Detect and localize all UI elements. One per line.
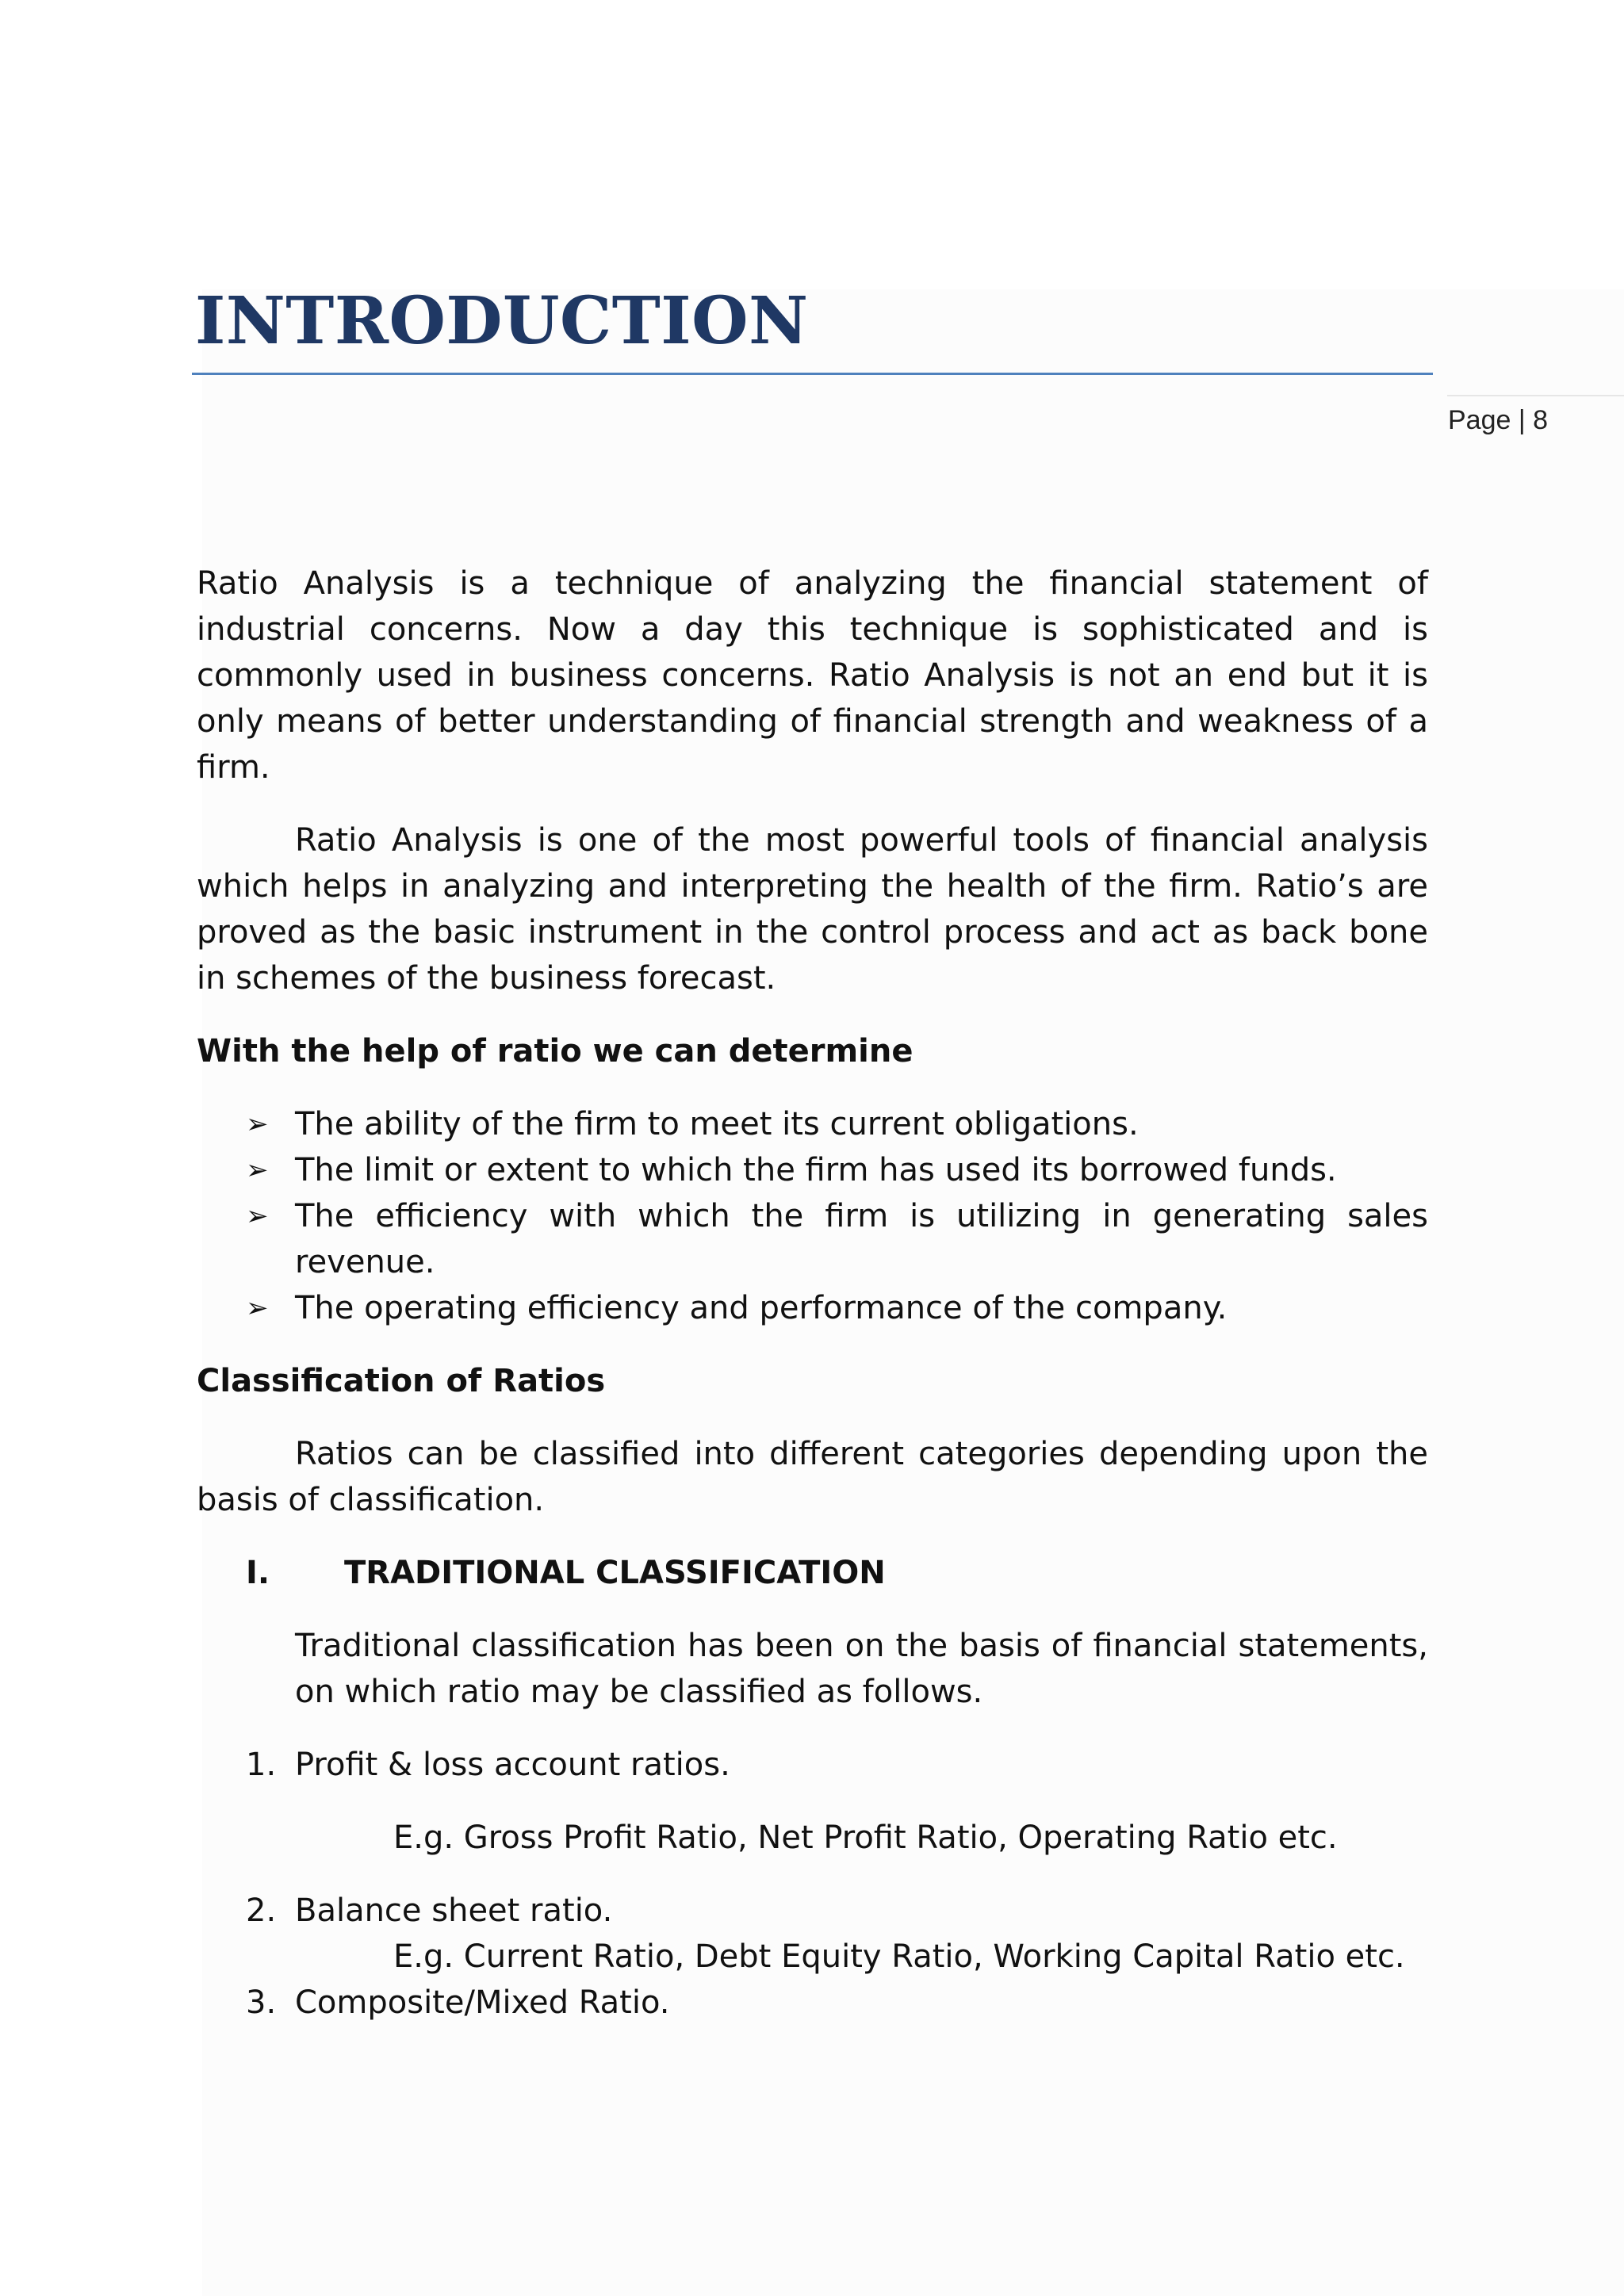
list-item-text: The ability of the firm to meet its current obligations. (295, 1106, 1139, 1142)
item-number: 3. (246, 1984, 277, 2021)
ratio-tools-paragraph: Ratio Analysis is one of the most powerful tools of financial analysis which helps in analyzing and interpreting the health of the firm. Ratio’s are proved as the basic instrument in the control process and act as back bone in schemes of the business forecast. (197, 822, 1428, 997)
arrow-bullet-icon: ➢ (246, 1108, 269, 1140)
list-item (197, 1285, 1428, 1331)
list-item (197, 1193, 1428, 1285)
arrow-bullet-icon: ➢ (246, 1154, 269, 1186)
item-label: Profit & loss account ratios. (295, 1747, 730, 1783)
item-number: 1. (246, 1747, 277, 1783)
example-balance-sheet: E.g. Current Ratio, Debt Equity Ratio, Working Capital Ratio etc. (393, 1938, 1405, 1975)
page-number: Page | 8 (1448, 405, 1549, 435)
classification-heading: Classification of Ratios (197, 1363, 606, 1399)
example-profit-loss: E.g. Gross Profit Ratio, Net Profit Ratio, Operating Ratio etc. (393, 1820, 1338, 1856)
title-underline (192, 373, 1433, 375)
traditional-heading-text: TRADITIONAL CLASSIFICATION (344, 1555, 886, 1591)
item-number: 2. (246, 1892, 277, 1929)
traditional-classification-paragraph: Traditional classification has been on the basis of financial statements, on which ratio may be classified as follows. (295, 1628, 1428, 1710)
item-label: Composite/Mixed Ratio. (295, 1984, 670, 2021)
list-item (197, 1147, 1428, 1193)
document-body (197, 561, 1428, 2026)
classification-paragraph: Ratios can be classified into different categories depending upon the basis of classification. (197, 1436, 1428, 1518)
list-item-text: The efficiency with which the firm is utilizing in generating sales revenue. (295, 1198, 1428, 1280)
list-item-text: The operating efficiency and performance of the company. (295, 1290, 1228, 1326)
roman-numeral: I. (246, 1555, 270, 1591)
item-label: Balance sheet ratio. (295, 1892, 613, 1929)
traditional-classification-heading (197, 1550, 1428, 1596)
arrow-bullet-icon: ➢ (246, 1292, 269, 1324)
numbered-item-balance-sheet (197, 1888, 1428, 1934)
page-title: INTRODUCTION (195, 283, 809, 359)
list-item-text: The limit or extent to which the firm has used its borrowed funds. (295, 1152, 1337, 1188)
page-number-rule (1447, 395, 1624, 396)
list-item (197, 1101, 1428, 1147)
determine-list (197, 1101, 1428, 1331)
intro-paragraph: Ratio Analysis is a technique of analyzing the financial statement of industrial concerns. Now a day this technique is sophisticated and is commonly used in business concerns. Ratio Analysis is not an end but it is only means of better understanding of financial strength and weakness of a firm. (197, 565, 1428, 786)
numbered-item-profit-loss (197, 1742, 1428, 1788)
determine-heading: With the help of ratio we can determine (197, 1033, 914, 1070)
arrow-bullet-icon: ➢ (246, 1200, 269, 1232)
numbered-item-composite (197, 1980, 1428, 2026)
